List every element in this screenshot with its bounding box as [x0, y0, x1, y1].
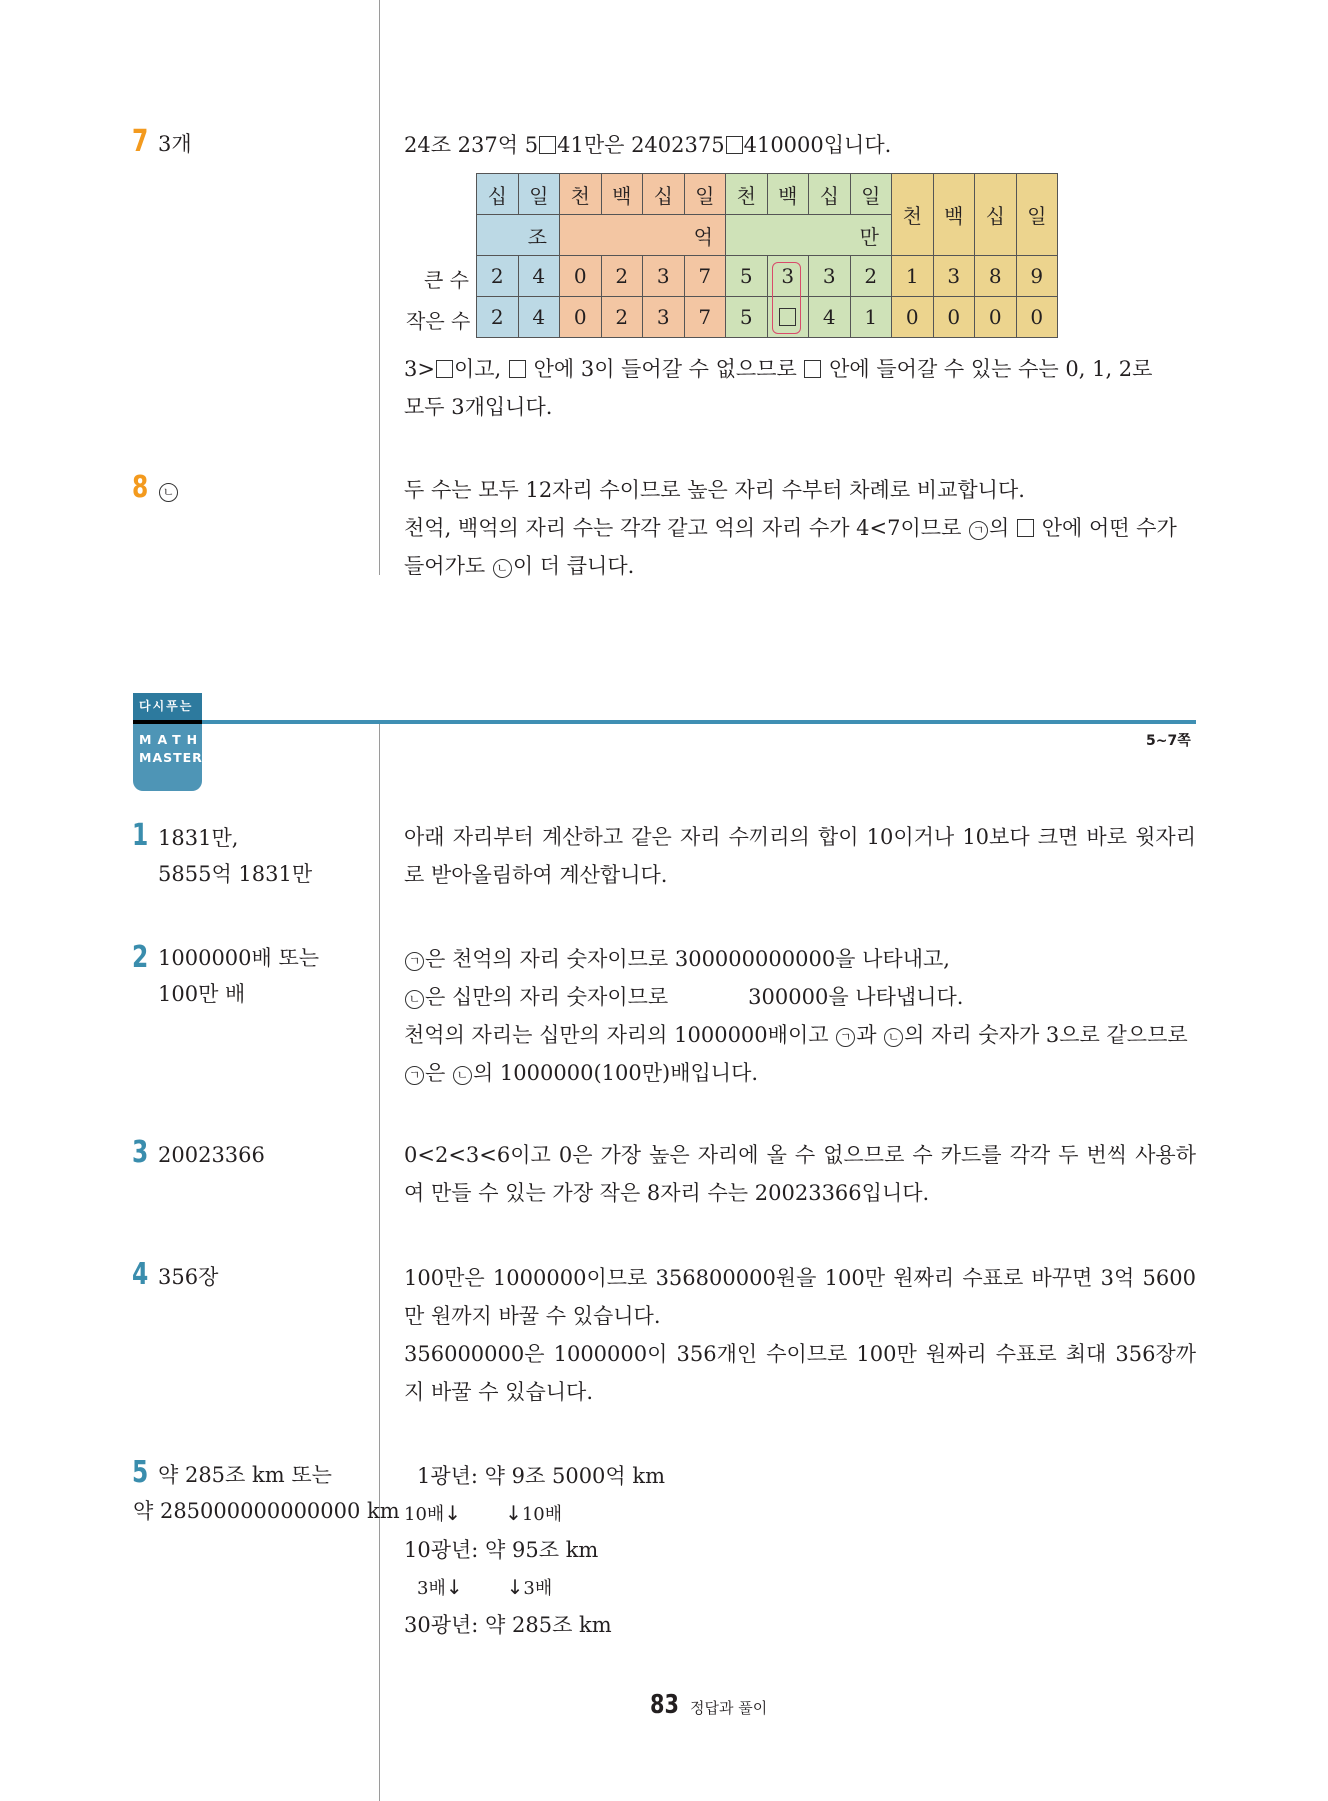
small-digit: 3: [643, 297, 685, 338]
solution-line-1: [404, 940, 1196, 978]
small-digit: 0: [933, 297, 975, 338]
badge-math: MATH: [139, 732, 204, 747]
blank-box: [726, 136, 743, 154]
big-digit: 9: [1016, 256, 1058, 297]
big-digit: 2: [477, 256, 519, 297]
solution-paragraph-2: 356000000은 1000000이 356개인 수이므로 100만 원짜리 수표로 최대 356장까지 바꿀 수 있습니다.: [404, 1342, 1196, 1404]
problem-8-answer: [158, 472, 179, 509]
unit-cell-jo: 조: [477, 215, 560, 256]
header-rule: [202, 720, 1196, 724]
solution-line-3: [404, 1016, 1196, 1054]
place-value-table: [476, 173, 1058, 338]
circled-symbol: ㄱ: [405, 1066, 424, 1085]
light-year-multiplier-row-2: [417, 1568, 552, 1608]
place-cell: 십: [477, 174, 519, 215]
solution-line-2: [404, 509, 1196, 547]
circled-symbol: ㄱ: [836, 1028, 855, 1047]
small-digit: 1: [850, 297, 892, 338]
question-5-answer-line-1: 약 285조 km 또는: [158, 1463, 332, 1487]
place-cell: 십: [975, 174, 1017, 256]
down-arrow-icon: ↓: [444, 1501, 462, 1525]
intro-part: 24조 237억 5: [404, 133, 539, 157]
blank-box: [539, 136, 556, 154]
small-number-label: 작은 수: [406, 309, 471, 333]
small-digit: 2: [477, 297, 519, 338]
blank-box: [804, 360, 821, 378]
small-digit: 2: [601, 297, 643, 338]
question-2-answer-line-2: 100만 배: [158, 982, 246, 1006]
light-year-row-2: 10광년: 약 95조 km: [404, 1538, 599, 1562]
solution-line-3: [404, 547, 1196, 585]
badge-master: MASTER: [139, 750, 203, 765]
badge-label: 다시푸는: [139, 699, 194, 713]
big-digit: 3: [767, 256, 809, 297]
circled-symbol: ㄴ: [405, 990, 424, 1009]
question-3-number: 3: [132, 1135, 149, 1170]
text-part: 은 십만의 자리 숫자이므로: [425, 985, 669, 1009]
page-number: 83: [650, 1690, 679, 1720]
text-part: 안에 3이 들어갈 수 없으므로: [526, 357, 804, 381]
text-part: 안에 들어갈 수 있는 수는 0, 1, 2로: [822, 357, 1153, 381]
blank-box: [509, 360, 526, 378]
text-part: 과: [856, 1023, 884, 1047]
question-5-number: 5: [132, 1455, 149, 1490]
down-arrow-icon: ↓: [505, 1501, 522, 1525]
intro-part: 410000입니다.: [743, 133, 892, 157]
big-number-label: 큰 수: [424, 268, 469, 292]
column-divider-bottom: [379, 722, 380, 1801]
big-digit: 5: [726, 256, 768, 297]
place-cell: 백: [767, 174, 809, 215]
place-cell: 천: [892, 174, 934, 256]
small-digit: 5: [726, 297, 768, 338]
multiplier-label: 10배: [404, 1504, 445, 1525]
text-part: 들어가도: [404, 554, 492, 578]
page-range: 5~7쪽: [1146, 733, 1191, 749]
compare-highlight: [772, 262, 801, 334]
solution-line-1: 두 수는 모두 12자리 수이므로 높은 자리 수부터 차례로 비교합니다.: [404, 478, 1025, 502]
question-5-answer-line-2: 약 285000000000000 km: [133, 1499, 400, 1523]
light-year-row-3: 30광년: 약 285조 km: [404, 1613, 612, 1637]
small-digit: 7: [684, 297, 726, 338]
place-cell: 천: [726, 174, 768, 215]
problem-8-solution: [404, 471, 1196, 585]
question-4-answer: 356장: [158, 1265, 219, 1289]
small-digit: 0: [892, 297, 934, 338]
unit-cell-eok: 억: [560, 215, 726, 256]
small-digit: 4: [809, 297, 851, 338]
big-digit: 7: [684, 256, 726, 297]
question-2-solution: [404, 940, 1196, 1092]
multiplier-label: 10배: [521, 1504, 563, 1525]
small-digit: 0: [560, 297, 602, 338]
blank-box: [1017, 519, 1034, 537]
solution-line-4: [404, 1054, 1196, 1092]
circled-symbol: ㄴ: [453, 1066, 472, 1085]
circled-symbol: ㄱ: [969, 521, 988, 540]
big-digit: 4: [518, 256, 560, 297]
problem-7-number: 7: [132, 124, 149, 159]
solution-paragraph-1: 100만은 1000000이므로 356800000원을 100만 원짜리 수표로 바꾸면 3억 5600만 원까지 바꿀 수 있습니다.: [404, 1266, 1196, 1328]
down-arrow-icon: ↓: [506, 1575, 524, 1599]
multiplier-label: 3배: [417, 1578, 446, 1599]
intro-part: 41만은 2402375: [557, 133, 725, 157]
question-1-number: 1: [132, 818, 149, 853]
text-part: 이 더 큽니다.: [512, 554, 635, 578]
problem-7-answer: 3개: [158, 132, 192, 156]
big-digit: 2: [850, 256, 892, 297]
circled-symbol: ㄴ: [884, 1028, 903, 1047]
question-4-number: 4: [132, 1257, 149, 1292]
problem-8-number: 8: [132, 470, 149, 505]
question-1-answer-line-1: 1831만,: [158, 826, 239, 850]
circled-symbol: ㄴ: [159, 483, 178, 502]
question-2-answer-line-1: 1000000배 또는: [158, 946, 320, 970]
text-part: 3>: [404, 357, 435, 381]
problem-7-conclusion: [404, 350, 1196, 426]
footer-label: 정답과 풀이: [690, 1699, 768, 1717]
place-cell: 십: [643, 174, 685, 215]
down-arrow-icon: ↓: [445, 1575, 463, 1599]
text-part: 의 1000000(100만)배입니다.: [472, 1061, 759, 1085]
solution-line-2: [404, 978, 1196, 1016]
place-cell: 일: [684, 174, 726, 215]
text-part: 의 자리 숫자가 3으로 같으므로: [904, 1023, 1188, 1047]
conclusion-line-2: 모두 3개입니다.: [404, 395, 553, 419]
text-part: 은 천억의 자리 숫자이므로 300000000000을 나타내고,: [425, 947, 950, 971]
unit-cell-man: 만: [726, 215, 892, 256]
big-digit: 0: [560, 256, 602, 297]
big-digit: 1: [892, 256, 934, 297]
text-part: 안에 어떤 수가: [1035, 516, 1177, 540]
question-3-solution: 0<2<3<6이고 0은 가장 높은 자리에 올 수 없으므로 수 카드를 각각 두 번씩 사용하여 만들 수 있는 가장 작은 8자리 수는 20023366입니다.: [404, 1143, 1196, 1205]
multiplier-label: 3배: [523, 1578, 553, 1599]
question-1-solution: 아래 자리부터 계산하고 같은 자리 수끼리의 합이 10이거나 10보다 크면 바로 윗자리로 받아올림하여 계산합니다.: [404, 825, 1196, 887]
conclusion-line-1: [404, 350, 1196, 388]
question-1-answer-line-2: 5855억 1831만: [158, 862, 313, 886]
place-cell: 백: [601, 174, 643, 215]
big-digit: 3: [933, 256, 975, 297]
question-4-solution: [404, 1259, 1196, 1411]
light-year-multiplier-row-1: [404, 1494, 562, 1534]
small-digit: 4: [518, 297, 560, 338]
small-digit: 0: [1016, 297, 1058, 338]
text-part: 천억의 자리는 십만의 자리의 1000000배이고: [404, 1023, 836, 1047]
light-year-row-1: 1광년: 약 9조 5000억 km: [417, 1464, 666, 1488]
place-cell: 십: [809, 174, 851, 215]
big-digit: 3: [643, 256, 685, 297]
problem-7-intro: [404, 126, 1196, 164]
place-cell: 천: [560, 174, 602, 215]
big-digit: 8: [975, 256, 1017, 297]
text-part: 300000을 나타냅니다.: [748, 985, 964, 1009]
circled-symbol: ㄴ: [493, 559, 512, 578]
text-part: 의: [989, 516, 1017, 540]
question-3-answer: 20023366: [158, 1143, 265, 1167]
column-divider-top: [379, 0, 380, 575]
place-cell: 백: [933, 174, 975, 256]
big-digit: 2: [601, 256, 643, 297]
text-part: 은: [425, 1061, 452, 1085]
blank-box: [436, 360, 453, 378]
question-2-number: 2: [132, 940, 149, 975]
text-part: 이고,: [453, 357, 508, 381]
place-cell: 일: [518, 174, 560, 215]
big-digit: 3: [809, 256, 851, 297]
place-cell: 일: [1016, 174, 1058, 256]
small-digit: 0: [975, 297, 1017, 338]
text-part: 천억, 백억의 자리 수는 각각 같고 억의 자리 수가 4<7이므로: [404, 516, 969, 540]
header-rule-dark: [133, 720, 202, 724]
place-cell: 일: [850, 174, 892, 215]
circled-symbol: ㄱ: [405, 952, 424, 971]
